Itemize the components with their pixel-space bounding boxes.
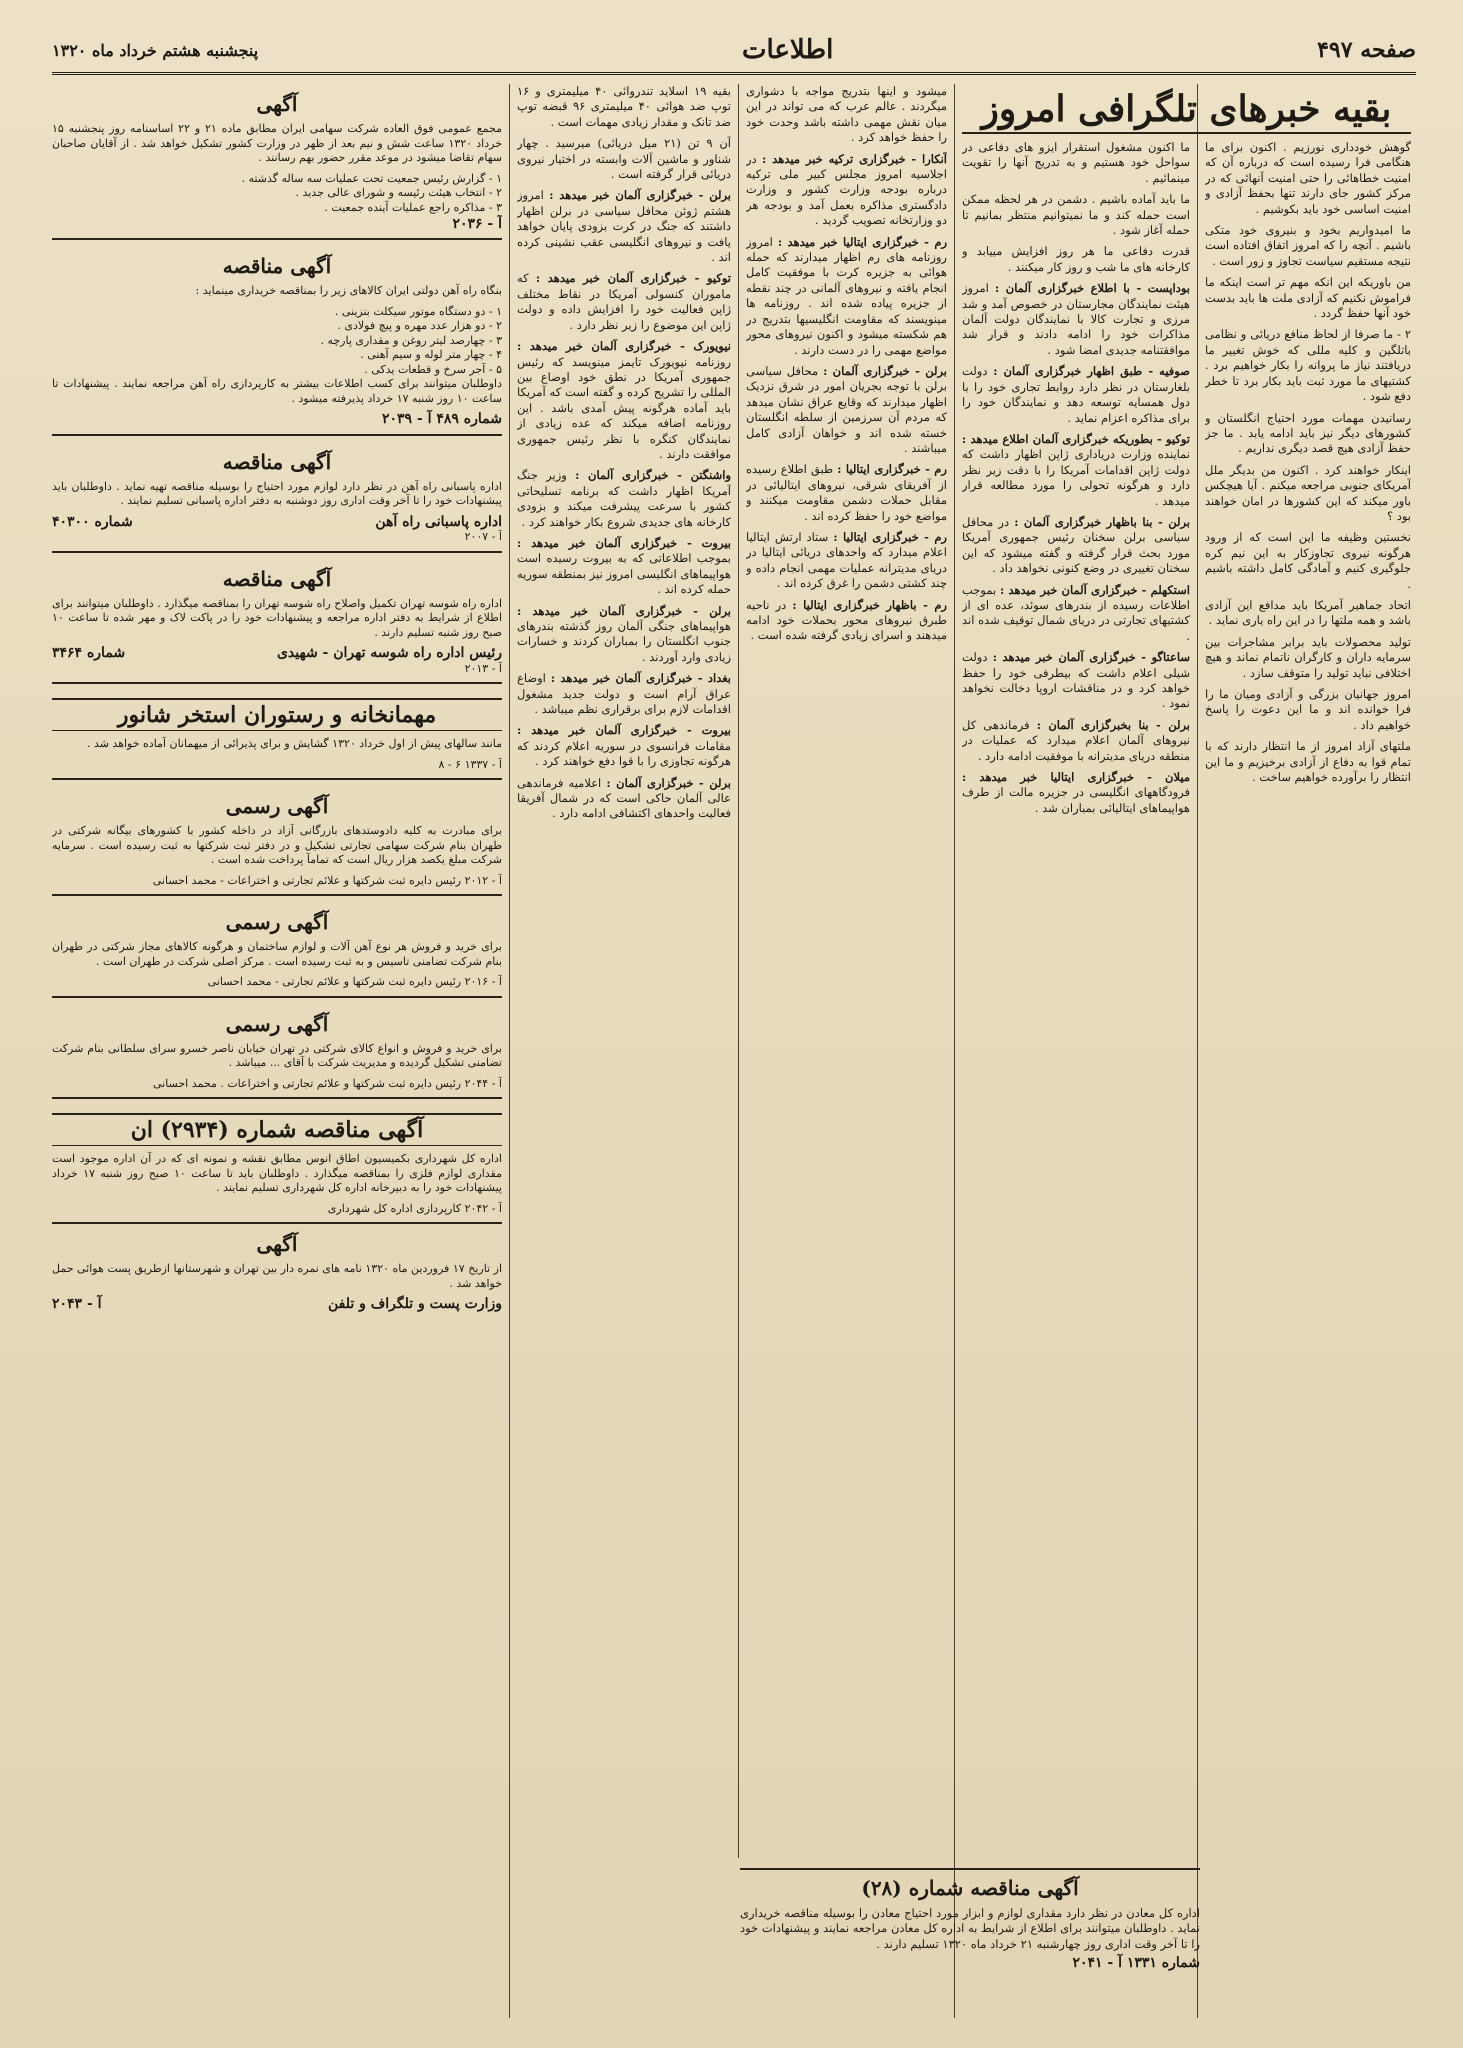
ad-signature xyxy=(52,412,502,427)
last-ad-signature xyxy=(52,1297,502,1312)
news-text: که ماموران کنسولی آمریکا در نقاط مختلف ژاپن فعالیت خود را افزایش داده و دولت ژاپن این موضوع را زیر نظر دارد . xyxy=(517,271,731,332)
news-text: روزنامه نیویورک تایمز مینویسد که رئیس جمهوری آمریکا در نطق خود اوضاع بین المللی را تشریح کرده و گفته است که آمریکا باید آماده هرگونه پیش آمدی باشد . این روزنامه اضافه میکند که عده زیادی از نمایندگان کنگره با نظر رئیس جمهوری موافقت دارند . xyxy=(517,354,731,461)
bottom-ad-title: آگهی مناقصه شماره (۲۸) xyxy=(861,1876,1079,1900)
dateline: نیویورک - خبرگزاری آلمان خبر میدهد : xyxy=(517,339,731,354)
dateline: رم - خبرگزاری ایتالیا : xyxy=(837,462,947,477)
dateline: رم - باظهار خبرگزاری ایتالیا : xyxy=(792,597,947,612)
paragraph: تولید محصولات باید برابر مشاجرات بین سرمایه داران و کارگران ناتمام نماند و هیچ اختلافی نباید تولید را متوقف سازد . xyxy=(1205,634,1411,680)
news-item xyxy=(962,515,1190,577)
column-2-body xyxy=(962,140,1190,816)
bottom-ad-signature xyxy=(740,1956,1200,1971)
news-text: دولت شیلی اعلام داشت که بیطرفی خود را حفظ خواهد کرد و در مناقشات اروپا دخالت نخواهد نمود . xyxy=(962,650,1190,711)
column-4 xyxy=(517,84,731,1858)
news-item xyxy=(517,339,731,462)
hotel-title: مهمانخانه و رستوران استخر شانور xyxy=(52,698,502,731)
ad-text: مجمع عمومی فوق العاده شرکت سهامی ایران مطابق ماده ۲۱ و ۲۲ اساسنامه روز پنجشنبه ۱۵ خرداد ۱۳۲۰ ساعت شش و نیم بعد از ظهر در وزارت کشور تشکیل خواهد شد . از آقایان صاحبان سهام تقاضا میشود در موعد مقرر حضور بهم رسانند . xyxy=(52,122,502,164)
news-text: در اجلاسیه امروز مجلس کبیر ملی ترکیه درباره بودجه وزارت کشور و وزارت دادگستری مذاکره بعمل آمد و بودجه هر دو وزارتخانه تصویب گردید . xyxy=(746,151,947,228)
paragraph: اتحاد جماهیر آمریکا باید مدافع این آزادی باشد و همه ملتها را در این راه یاری نماید . xyxy=(1205,597,1411,628)
paragraph: امروز جهانیان بزرگی و آزادی ومیان ما را فرا خوانده اند و ما این دعوت را پاسخ خواهیم داد . xyxy=(1205,687,1411,732)
dateline: واشنگتن - خبرگزاری آلمان : xyxy=(575,468,731,483)
dateline: بیروت - خبرگزاری آلمان خبر میدهد : xyxy=(517,723,731,738)
official-ad-sig: آ - ۲۰۴۴ رئیس دایره ثبت شرکتها و علائم تجارتی و اختراعات . محمد احسانی xyxy=(152,1076,502,1090)
bottom-ad-text: اداره کل معادن در نظر دارد مقداری لوازم و ابزار مورد احتیاج معادن را بوسیله مناقصه خریداری نماید . داوطلبان میتوانند برای اطلاع از شرایط به اداره کل معادن مراجعه نمایند و پیشنهادات خود را تا آخر وقت اداری روز چهارشنبه ۲۱ خرداد ماه ۱۳۲۰ تسلیم دارند . xyxy=(740,1906,1200,1951)
news-text: ستاد ارتش ایتالیا اعلام میدارد که واحدهای دریائی ایتالیا در دریای مدیترانه عملیات مهمی انجام داده و چند کشتی دشمن را غرق کرده اند . xyxy=(746,529,947,591)
dateline: استکهلم - خبرگزاری آلمان خبر میدهد : xyxy=(1000,582,1190,597)
news-item xyxy=(746,530,947,592)
hotel-text: مانند سالهای پیش از اول خرداد ۱۳۲۰ گشایش و برای پذیرائی از میهمانان آماده خواهد شد . xyxy=(86,737,502,751)
news-item xyxy=(746,598,947,644)
news-item xyxy=(517,536,731,598)
ad-signature xyxy=(52,515,502,530)
official-ad-text: برای خرید و فروش هر نوع آهن آلات و لوازم ساختمان و هرگونه کالاهای مجاز شرکتی در طهران بنام شرکت تضامنی تاسیس و به ثبت رسیده است . مرکز اصلی شرکت در طهران است . xyxy=(52,940,502,968)
paragraph: گوهش خودداری نورزیم . اکنون برای ما هنگامی فرا رسیده است که درباره آن که امنیت خطاهائی را حتی امنیت آنهائی که در مرکز کشور جای دارند تنها بحفظ آزادی و امنیت اساسی خود باید بکوشیم . xyxy=(1205,140,1411,216)
news-text: دولت بلغارستان در نظر دارد روابط تجاری خود را با دول همسایه توسعه دهد و نمایندگان خود را برای مذاکره اعزام نماید . xyxy=(962,364,1190,425)
ad-title: آگهی مناقصه xyxy=(222,566,332,591)
dateline: ساعتاگو - خبرگزاری آلمان خبر میدهد : xyxy=(992,650,1190,665)
dateline: بوداپست - با اطلاع خبرگزاری آلمان : xyxy=(995,281,1190,296)
paragraph: ما امیدواریم بخود و بنیروی خود متکی باشیم . آنچه را که امروز اتفاق افتاده است نتیجه مستقیم سیاست تجاوز و زور است . xyxy=(1205,223,1411,268)
masthead xyxy=(52,28,1416,75)
page-number: صفحه ۴۹۷ xyxy=(1317,37,1416,63)
news-text: بموجب اطلاعات رسیده از بندرهای سوئد، عده ای از کشتیهای تجارتی در دریای شمال توقیف شده اند . xyxy=(962,582,1190,643)
news-item xyxy=(517,604,731,666)
news-item xyxy=(517,776,731,822)
news-text: امروز روزنامه های رم اظهار میدارند که حمله هوائی به جزیره کرت با موفقیت کامل انجام یافته و نیروهای آلمانی در چند نقطه از جزیره پیاده شده اند . روزنامه ها مینویسند که مقاومت انگلیسیها بتدریج در هم شکسته میشود و اکنون نیروهای محور مواضع مهمی را در دست دارند . xyxy=(746,234,947,357)
news-item xyxy=(746,152,947,229)
official-ad-sig: آ - ۲۰۱۶ رئیس دایره ثبت شرکتها و علائم تجارتی - محمد احسانی xyxy=(207,975,502,989)
last-ad xyxy=(52,1230,502,1312)
tender-ad xyxy=(52,1105,502,1224)
ad-signature xyxy=(52,646,502,661)
dateline: بیروت - خبرگزاری آلمان خبر میدهد : xyxy=(517,535,731,550)
paragraph: ملتهای آزاد امروز از ما انتظار دارند که با تمام قوا به دفاع از آزادی برخیزیم و ما این انتظار را برآورده خواهیم ساخت . xyxy=(1205,739,1411,785)
ad-signature xyxy=(52,217,502,232)
column-1-body xyxy=(1205,140,1411,785)
dateline: برلن - خبرگزاری آلمان : xyxy=(606,775,731,790)
dateline: برلن - بنا بخبرگزاری آلمان : xyxy=(1036,717,1190,732)
ad-text: اداره راه شوسه تهران تکمیل واصلاح راه شوسه تهران را بمناقصه میگذارد . داوطلبان میتوانند برای اطلاع از شرایط به دفتر اداره مراجعه و پیشنهادات خود را در پاکت لاک و مهر شده تا ساعت ۱۰ صبح روز شنبه تسلیم دارند . xyxy=(52,596,502,639)
column-3 xyxy=(746,84,947,1858)
ad-list-item: ۳ - چهارصد لیتر روغن و مقداری پارچه . xyxy=(320,333,502,347)
dateline: رم - خبرگزاری ایتالیا خبر میدهد : xyxy=(777,234,947,249)
ad-title: آگهی xyxy=(256,92,298,116)
dateline: میلان - خبرگزاری ایتالیا خبر میدهد : xyxy=(962,770,1190,785)
paragraph: ما اکنون مشغول استقرار ایزو های دفاعی در سواحل خود هستیم و به تدریج آنها را تقویت مینمائیم . xyxy=(962,140,1190,185)
paragraph: ۲ - ما صرفا از لحاظ منافع دریائی و نظامی باتلگین و کلیه مللی که خوش تغییر ما دریافتند نیاز ما پروانه را بکار خواهیم برد . کشتیهای ما مورد ثبت باید بکار برد تا خطر دفع شود . xyxy=(1205,327,1411,404)
column-3-body xyxy=(746,84,947,644)
dateline: رم - خبرگزاری ایتالیا : xyxy=(833,529,947,544)
paragraph: نخستین وظیفه ما این است که از ورود هرگونه نیروی تجاوزکار به این نیم کره جلوگیری کنیم و آمادگی کامل داشته باشیم . xyxy=(1205,530,1411,591)
news-item xyxy=(746,364,947,456)
paragraph: آن ۹ تن (۲۱ میل دریائی) میرسید . چهار شناور و ماشین آلات وابسته در اختیار نیروی دریائی قرار گرفته است . xyxy=(517,136,731,182)
ad-sig-text: شماره ۴۸۹ آ - ۲۰۳۹ xyxy=(381,411,502,428)
column-1 xyxy=(1205,84,1411,2018)
column-rule xyxy=(954,84,955,2018)
news-text: طبق اطلاع رسیده از آفریقای شرقی، نیروهای ایتالیائی در مقابل حملات دشمن مقاومت میکنند و مواضع خود را حفظ کرده اند . xyxy=(746,462,947,523)
tender-sig: آ - ۲۰۴۲ کارپردازی اداره کل شهرداری xyxy=(327,1201,502,1215)
news-text: در محافل سیاسی برلن سخنان رئیس جمهوری آمریکا مورد بحث قرار گرفته و گفته میشود که این سخنان تغییری در وضع کنونی نخواهد داد . xyxy=(962,514,1190,576)
ad-sig-code: آ - ۲۰۱۳ xyxy=(464,661,502,675)
ad-text: بنگاه راه آهن دولتی ایران کالاهای زیر را بمناقصه خریداری مینماید : xyxy=(195,284,502,298)
ad-box xyxy=(52,442,502,553)
official-ad-text: برای خرید و فروش و انواع کالای شرکتی در تهران خیابان ناصر خسرو سرای سلطانی بنام شرکت تضامنی تشکیل گردیده و مدیریت شرکت با آقای ... میباشد . xyxy=(52,1041,502,1070)
official-ad-title: آگهی رسمی xyxy=(225,794,329,819)
dateline: آنکارا - خبرگزاری ترکیه خبر میدهد : xyxy=(762,151,947,166)
official-ad-title: آگهی رسمی xyxy=(225,1011,329,1036)
news-text: محافل سیاسی برلن با توجه بجریان امور در شرق نزدیک اظهار میدارند که وقایع عراق نشان میدهد که مردم آن سرزمین از سلطه انگلستان خسته شده اند و خواهان آزادی کامل میباشند . xyxy=(746,363,947,455)
ad-list-item: ۱ - گزارش رئیس جمعیت تحت عملیات سه ساله گذشته . xyxy=(241,171,502,185)
ad-sig-left: شماره ۴۰۳۰۰ xyxy=(52,513,133,530)
tender-text: اداره کل شهرداری بکمیسیون اطاق انوس مطابق نقشه و نمونه ای که در آن اداره موجود است مقداری لوازم فلزی را بمناقصه میگذارد . داوطلبان باید تا ساعت ۱۰ صبح روز شنبه ۱۷ خرداد پیشنهادات خود را به دبیرخانه اداره کل شهرداری تسلیم نمایند . xyxy=(52,1152,502,1195)
news-item xyxy=(962,583,1190,645)
news-text: امروز هشتم ژوئن محافل سیاسی در برلن اظهار داشتند که جنگ در کرت بزودی پایان خواهد یافت و نیروهای انگلیسی عقب نشینی کرده اند . xyxy=(517,188,731,265)
ad-sig-right: اداره پاسبانی راه آهن xyxy=(375,513,502,530)
ad-title: آگهی مناقصه xyxy=(222,449,332,474)
ad-list-item: ۴ - چهار متر لوله و سیم آهنی . xyxy=(360,348,502,362)
news-item xyxy=(517,188,731,265)
news-item xyxy=(517,468,731,530)
news-item xyxy=(746,235,947,358)
news-text: مقامات فرانسوی در سوریه اعلام کردند که هرگونه تجاوزی را با قوا دفع خواهند کرد . xyxy=(517,738,731,769)
news-item xyxy=(517,271,731,333)
ad-list-item: ۵ - آجر سرخ و قطعات یدکی . xyxy=(364,362,502,376)
news-text: هواپیماهای جنگی آلمان روز گذشته بندرهای جنوب انگلستان را بمباران کردند و خسارات زیادی وارد آوردند . xyxy=(517,619,731,664)
news-text: فرودگاههای انگلیسی در جزیره مالت از طرف هواپیماهای ایتالیائی بمباران شد . xyxy=(962,785,1190,815)
paragraph: قدرت دفاعی ما هر روز افزایش مییابد و کارخانه های ما شب و روز کار میکنند . xyxy=(962,244,1190,274)
news-text: بموجب اطلاعاتی که به بیروت رسیده است هواپیماهای انگلیسی امروز نیز بمنطقه سوریه حمله کرده اند . xyxy=(517,551,731,597)
ad-list-item: ۲ - دو هزار عدد مهره و پیچ فولادی . xyxy=(337,319,502,333)
ad-box xyxy=(52,559,502,684)
ad-sig-left: شماره ۳۴۶۴ xyxy=(52,645,126,662)
news-item xyxy=(517,671,731,717)
dateline: توکیو - خبرگزاری آلمان خبر میدهد : xyxy=(535,271,731,286)
ad-sig-code: آ - ۲۰۰۷ xyxy=(464,530,502,544)
main-headline: بقیه خبرهای تلگرافی امروز xyxy=(962,86,1411,134)
hotel-sig: آ - ۱۳۳۷ ۶ - ۸ xyxy=(438,757,502,771)
column-2 xyxy=(962,140,1190,2018)
last-sig-code: آ - ۲۰۴۳ xyxy=(52,1296,102,1313)
ad-text: اداره پاسبانی راه آهن در نظر دارد لوازم مورد احتیاج را بوسیله مناقصه تهیه نماید . داوطلبان باید پیشنهادات خود را تا آخر وقت اداری روز دوشنبه به دفتر اداره پاسبانی تسلیم نمایند . xyxy=(52,479,502,508)
paragraph: میشود و اینها بتدریج مواجه با دشواری میگردند . عالم عرب که می تواند در این میان نقش مهمی داشته باشد وحدت خود را حفظ خواهد کرد . xyxy=(746,84,947,145)
news-text: فرماندهی کل نیروهای آلمان اعلام میدارد که عملیات در منطقه دریای مدیترانه با موفقیت ادامه دارد . xyxy=(962,717,1190,763)
news-item xyxy=(962,281,1190,358)
ad-sig-right: رئیس اداره راه شوسه تهران - شهیدی xyxy=(276,645,502,662)
news-text: امروز هیئت نمایندگان مجارستان در خصوص آمد و شد مرزی و تجارت کالا با نمایندگان دولت آلمان مذاکرات خود را ادامه دادند و قرار شد موافقتنامه جدیدی امضا شود . xyxy=(962,281,1190,357)
column-5-ads xyxy=(52,84,502,2018)
news-text: اوضاع عراق آرام است و دولت جدید مشغول اقدامات لازم برای برقراری نظم میباشد . xyxy=(517,671,731,717)
last-sig: وزارت پست و تلگراف و تلفن xyxy=(327,1296,502,1313)
ad-list-item: ۱ - دو دستگاه موتور سیکلت بنزینی . xyxy=(334,304,502,318)
last-ad-title: آگهی xyxy=(256,1232,298,1257)
news-item xyxy=(746,462,947,524)
paragraph: اینکار خواهند کرد . اکنون من بدیگر ملل آمریکای جنوبی مراجعه میکنم . آیا هیچکس باور میکند که این کشورها در امان خواهند بود ؟ xyxy=(1205,462,1411,523)
ad-box xyxy=(52,246,502,435)
official-ad-sig: آ - ۲۰۱۲ رئیس دایره ثبت شرکتها و علائم تجارتی و اختراعات - محمد احسانی xyxy=(152,873,502,887)
ad-sig-text: آ - ۲۰۳۶ xyxy=(452,216,502,232)
ad-title: آگهی مناقصه xyxy=(222,254,332,279)
news-item xyxy=(962,364,1190,426)
bottom-ad-sig-text: شماره ۱۳۳۱ آ - ۲۰۴۱ xyxy=(1072,1955,1200,1972)
official-ad-title: آگهی رسمی xyxy=(225,910,329,935)
tender-title: آگهی مناقصه شماره (۲۹۳۴) ان xyxy=(52,1113,502,1146)
last-ad-text: از تاریخ ۱۷ فروردین ماه ۱۳۲۰ نامه های نمره دار بین تهران و شهرستانها ازطریق پست هوائی حمل خواهد شد . xyxy=(52,1262,502,1290)
official-ad xyxy=(52,902,502,998)
paragraph: رسانیدن مهمات مورد احتیاج انگلستان و کشورهای دیگر نیز باید ادامه یابد . ما جز حفظ آزادی هیچ قصد دیگری نداریم . xyxy=(1205,410,1411,456)
column-rule xyxy=(738,84,739,1858)
official-ad-text: برای مبادرت به کلیه دادوستدهای بازرگانی آزاد در داخله کشور با کشورهای بیگانه شرکتی در طهران بنام شرکت سهامی تجارتی تشکیل و در دفتر ثبت شرکتها به ثبت رسیده است . سرمایه شرکت مبلغ یکصد هزار ریال است که تمامآ پرداخت شده است . xyxy=(52,824,502,867)
ad-list-item: ۲ - انتخاب هیئت رئیسه و شورای عالی جدید . xyxy=(295,186,502,199)
paragraph: ما باید آماده باشیم . دشمن در هر لحظه ممکن است حمله کند و ما نمیتوانیم منتظر بمانیم تا حمله آغاز شود . xyxy=(962,192,1190,238)
dateline: بغداد - خبرگزاری آلمان خبر میدهد : xyxy=(550,671,731,686)
dateline: صوفیه - طبق اظهار خبرگزاری آلمان : xyxy=(993,364,1190,379)
column-5-body xyxy=(52,84,502,1313)
dateline: برلن - بنا باظهار خبرگزاری آلمان : xyxy=(1014,514,1190,529)
news-text: اعلامیه فرماندهی عالی آلمان حاکی است که در شمال آفریقا فعالیت واحدهای اکتشافی ادامه دارد . xyxy=(517,775,731,821)
dateline: برلن - خبرگزاری آلمان : xyxy=(823,363,947,378)
dateline: برلن - خبرگزاری آلمان خبر میدهد : xyxy=(517,603,731,618)
official-ad xyxy=(52,786,502,896)
news-item xyxy=(962,718,1190,764)
news-item xyxy=(517,723,731,769)
column-rule xyxy=(1197,84,1198,2018)
dateline: توکیو - بطوریکه خبرگزاری آلمان اطلاع میدهد : xyxy=(962,431,1190,446)
paragraph: من باوریکه این انکه مهم تر است اینکه ما فراموش نکنیم که آزادی ملت ها باید بدست خود آنها حفظ گردد . xyxy=(1205,275,1411,321)
news-item xyxy=(962,770,1190,816)
news-item xyxy=(962,432,1190,509)
dateline: برلن - خبرگزاری آلمان خبر میدهد : xyxy=(549,188,731,203)
column-rule xyxy=(509,84,510,2018)
news-item xyxy=(962,650,1190,712)
ad-box xyxy=(52,84,502,240)
paper-name: اطلاعات xyxy=(741,35,834,65)
ad-list-item: ۳ - مذاکره راجع عملیات آینده جمعیت . xyxy=(324,200,502,214)
hotel-ad xyxy=(52,690,502,780)
news-text: وزیر جنگ آمریکا اظهار داشت که برنامه تسلیحاتی کشور با سرعت پیشرفت میکند و بزودی کارخانه های جدیدی شروع بکار خواهند کرد . xyxy=(517,468,731,529)
official-ad xyxy=(52,1004,502,1100)
issue-date: پنجشنبه هشتم خرداد ماه ۱۳۲۰ xyxy=(52,40,259,60)
paragraph: بقیه ۱۹ اسلاید تندروائی ۴۰ میلیمتری و ۱۶ توپ ضد هوائی ۴۰ میلیمتری ۹۶ قبضه توپ ضد تانک و مقدار زیادی مهمات است . xyxy=(517,84,731,129)
column-4-body xyxy=(517,84,731,822)
news-text: در ناحیه طبرق نیروهای محور بحملات خود ادامه میدهند و اسرای زیادی گرفته شده است . xyxy=(746,597,947,643)
bottom-tender-ad xyxy=(740,1868,1200,2018)
ad-extra-text: داوطلبان میتوانند برای کسب اطلاعات بیشتر به کارپردازی راه آهن مراجعه نمایند . پیشنهادات تا ساعت ۱۰ روز شنبه ۱۷ خرداد پذیرفته میشود . xyxy=(52,377,502,405)
news-text: نماینده وزارت دریاداری ژاپن اظهار داشت که دولت ژاپن اقدامات آمریکا را با دقت زیر نظر دارد و هرگونه تحولی را مورد مطالعه قرار میدهد . xyxy=(962,447,1190,508)
